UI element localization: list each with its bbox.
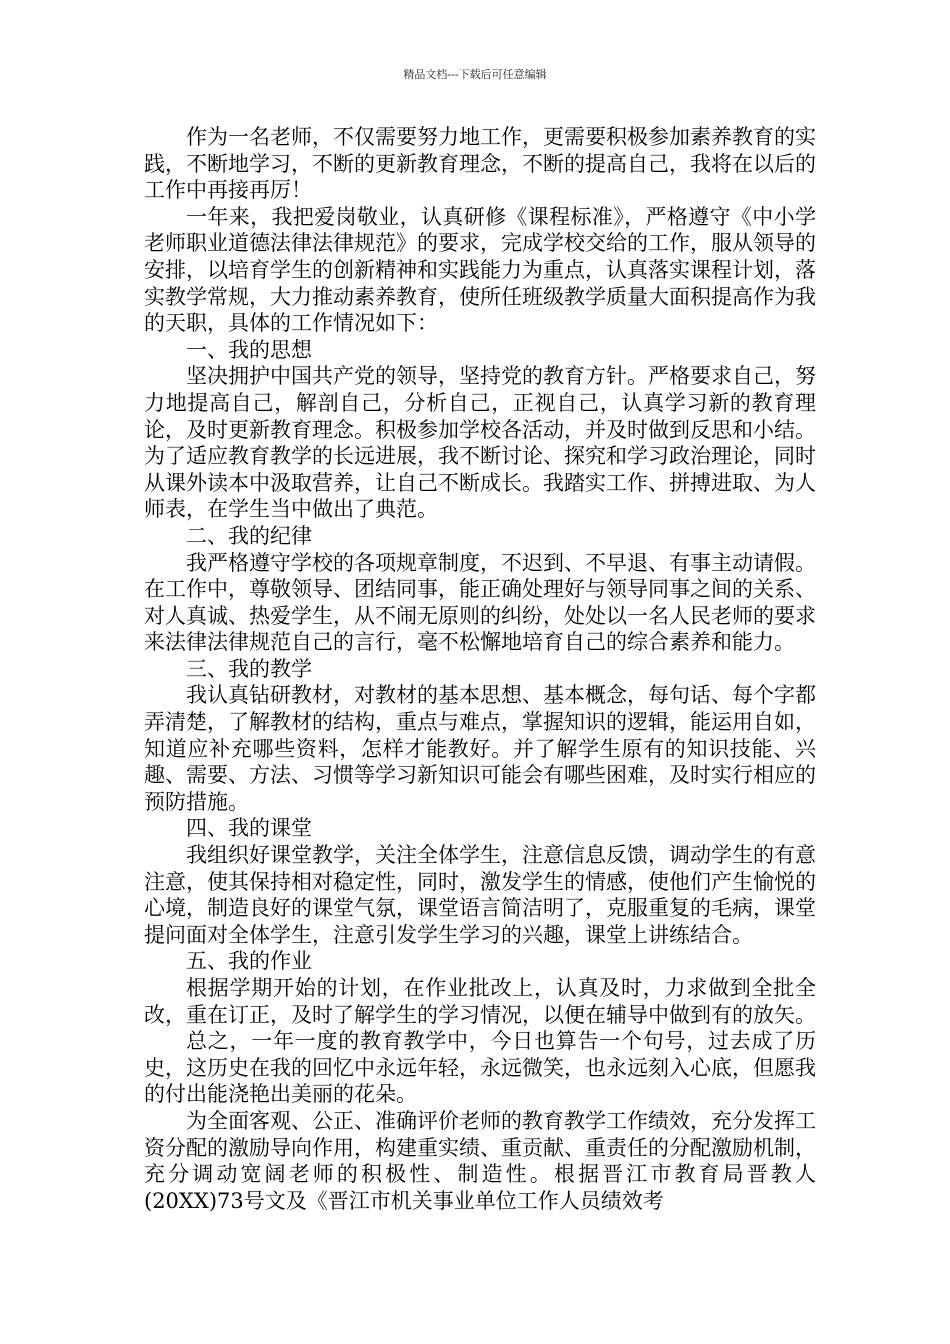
paragraph: 我组织好课堂教学，关注全体学生，注意信息反馈，调动学生的有意注意，使其保持相对稳定性，同时，激发学生的情感，使他们产生愉悦的心境，制造良好的课堂气氛，课堂语言简洁明了，克服重复的毛病，课堂提问面对全体学生，注意引发学生学习的兴趣，课堂上讲练结合。 — [144, 843, 816, 947]
document-body — [144, 124, 816, 1214]
paragraph: 坚决拥护中国共产党的领导，坚持党的教育方针。严格要求自己，努力地提高自己，解剖自己，分析自己，正视自己，认真学习新的教育理论，及时更新教育理念。积极参加学校各活动，并及时做到反思和小结。为了适应教育教学的长远进展，我不断讨论、探究和学习政治理论，同时从课外读本中汲取营养，让自己不断成长。我踏实工作、拼搏进取、为人师表，在学生当中做出了典范。 — [144, 364, 816, 522]
paragraph: 总之，一年一度的教育教学中，今日也算告一个句号，过去成了历史，这历史在我的回忆中永远年轻，永远微笑，也永远刻入心底，但愿我的付出能浇艳出美丽的花朵。 — [144, 1029, 816, 1107]
page-header: 精品文档---下载后可任意编辑 — [403, 68, 547, 81]
paragraph: 我认真钻研教材，对教材的基本思想、基本概念，每句话、每个字都弄清楚，了解教材的结构，重点与难点，掌握知识的逻辑，能运用自如，知道应补充哪些资料，怎样才能教好。并了解学生原有的知识技能、兴趣、需要、方法、习惯等学习新知识可能会有哪些困难，及时实行相应的预防措施。 — [144, 683, 816, 814]
section-heading: 五、我的作业 — [186, 949, 312, 974]
paragraph: 我严格遵守学校的各项规章制度，不迟到、不早退、有事主动请假。在工作中，尊敬领导、团结同事，能正确处理好与领导同事之间的关系、对人真诚、热爱学生，从不闹无原则的纠纷，处处以一名人民老师的要求来法律法律规范自己的言行，毫不松懈地培育自己的综合素养和能力。 — [144, 550, 816, 655]
section-heading: 三、我的教学 — [186, 656, 312, 681]
section-heading: 一、我的思想 — [186, 337, 312, 362]
section-heading: 四、我的课堂 — [186, 816, 312, 841]
section-heading: 二、我的纪律 — [186, 523, 312, 548]
paragraph: 为全面客观、公正、准确评价老师的教育教学工作绩效，充分发挥工资分配的激励导向作用，构建重实绩、重贡献、重责任的分配激励机制，充分调动宽阔老师的积极性、制造性。根据晋江市教育局晋教人(20XX)73号文及《晋江市机关事业单位工作人员绩效考 — [144, 1108, 816, 1213]
paragraph: 一年来，我把爱岗敬业，认真研修《课程标准》，严格遵守《中小学老师职业道德法律法律规范》的要求，完成学校交给的工作，服从领导的安排，以培育学生的创新精神和实践能力为重点，认真落实课程计划，落实教学常规，大力推动素养教育，使所任班级教学质量大面积提高作为我的天职，具体的工作情况如下： — [144, 204, 816, 336]
paragraph: 根据学期开始的计划，在作业批改上，认真及时，力求做到全批全改，重在订正，及时了解学生的学习情况，以便在辅导中做到有的放矢。 — [144, 976, 816, 1027]
paragraph: 作为一名老师，不仅需要努力地工作，更需要积极参加素养教育的实践，不断地学习，不断的更新教育理念，不断的提高自己，我将在以后的工作中再接再厉！ — [144, 125, 816, 203]
